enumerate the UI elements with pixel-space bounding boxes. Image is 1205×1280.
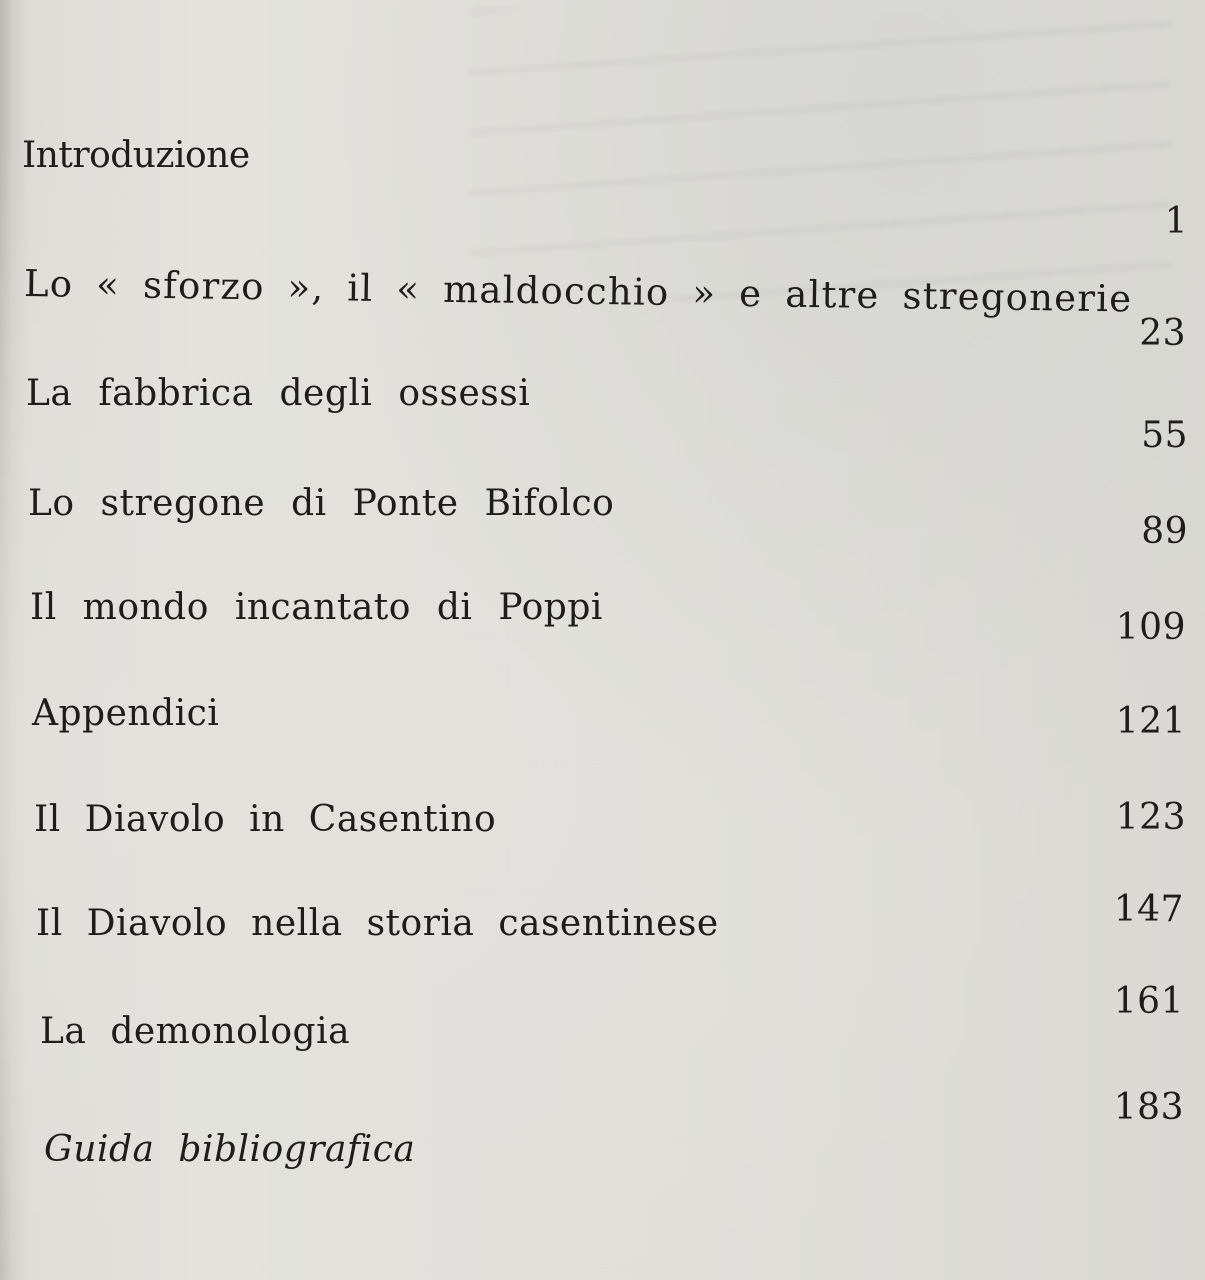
toc-entry-title: Il Diavolo nella storia casentinese <box>36 903 719 944</box>
toc-entry-title: Il mondo incantato di Poppi <box>30 587 603 628</box>
toc-entry-page: 23 <box>1139 313 1186 354</box>
toc-entry-page: 89 <box>1141 511 1188 552</box>
toc-entry-page: 109 <box>1115 607 1186 648</box>
toc-entry-page: 1 <box>1164 201 1188 242</box>
toc-entry-title: Introduzione <box>22 135 250 176</box>
toc-entry-page: 55 <box>1141 415 1188 456</box>
toc-entry-page: 147 <box>1113 889 1184 930</box>
toc-entry-page: 161 <box>1113 981 1184 1022</box>
toc-entry-page: 121 <box>1115 701 1186 742</box>
toc-entry-title: Guida bibliografica <box>44 1129 416 1170</box>
toc-entry-title: Appendici <box>32 693 220 734</box>
toc-entry-title: La demonologia <box>40 1011 351 1052</box>
toc-entry-page: 123 <box>1115 797 1186 838</box>
toc-entry-title: La fabbrica degli ossessi <box>26 373 531 414</box>
toc-entry-title: Lo « sforzo », il « maldocchio » e altre stregonerie <box>23 262 1133 321</box>
toc-entry-page: 183 <box>1113 1087 1184 1128</box>
toc-entry-title: Lo stregone di Ponte Bifolco <box>28 483 615 524</box>
toc-entry-title: Il Diavolo in Casentino <box>34 799 497 840</box>
